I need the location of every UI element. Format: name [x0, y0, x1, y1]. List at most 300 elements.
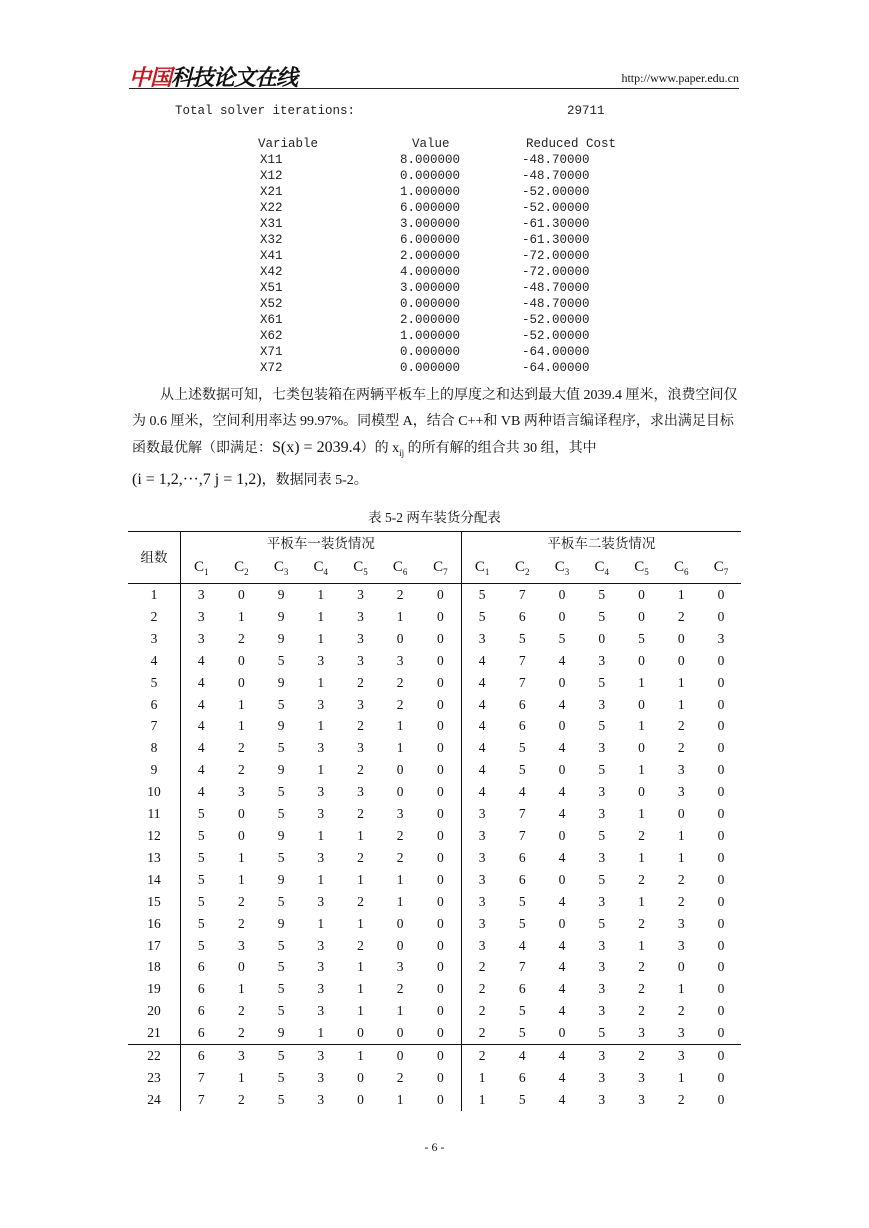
paragraph-text-tail: 的所有解的组合共 30 组，其中 [404, 441, 597, 456]
variable-cell: X12 [260, 169, 283, 183]
value-cell: 0.000000 [400, 361, 461, 375]
variable-cell: X52 [260, 297, 283, 311]
table-cell: 1 [396, 893, 404, 909]
table-cell: 2 [478, 959, 486, 975]
table-cell: 4 [478, 762, 486, 778]
table-cell: 1 [317, 718, 325, 734]
table-cell: 4 [558, 784, 566, 800]
table-cell: 0 [420, 847, 461, 869]
column-header-c7: $C_7$ [420, 556, 461, 584]
group-number-cell: 21 [128, 1022, 181, 1044]
table-cell: 1 [396, 871, 404, 887]
table-cell: 2 [638, 871, 645, 887]
table-cell: 5 [277, 806, 285, 822]
table-cell: 0 [717, 740, 725, 756]
table-cell: 1 [238, 849, 245, 865]
table-cell: 0 [380, 1045, 420, 1067]
reduced-cost-cell: -48.70000 [522, 153, 590, 167]
table-cell: 0 [357, 1025, 364, 1041]
table-cell: 3 [317, 937, 325, 953]
table-cell: 2 [238, 1003, 245, 1019]
table-cell: 1 [396, 1003, 404, 1019]
column-header-c6: $C_6$ [380, 556, 420, 584]
table-cell: 3 [357, 652, 364, 668]
table-cell: 3 [677, 762, 685, 778]
table-cell: 5 [277, 1091, 285, 1107]
solver-row [240, 200, 646, 216]
table-cell: 3 [598, 740, 606, 756]
table-cell: 7 [197, 1069, 205, 1085]
table-cell: 5 [598, 674, 606, 690]
table-cell: 1 [238, 981, 245, 997]
table-cell: 3 [478, 827, 486, 843]
table-cell: 2 [238, 893, 245, 909]
allocation-table [128, 531, 741, 1111]
table-row [128, 1067, 741, 1089]
table-cell: 2 [638, 915, 645, 931]
table-cell: 0 [558, 587, 566, 602]
index-range-line [132, 467, 739, 494]
group-number-cell: 11 [128, 803, 181, 825]
table-cell: 3 [317, 893, 325, 909]
table-row [128, 694, 741, 716]
table-cell: 0 [638, 740, 645, 756]
table-cell: 5 [558, 630, 566, 646]
table-cell: 0 [677, 806, 685, 822]
solver-row [240, 312, 646, 328]
table-cell: 3 [478, 849, 486, 865]
table-cell: 1 [677, 981, 685, 997]
group-number-cell: 6 [128, 694, 181, 716]
reduced-cost-cell: -64.00000 [522, 361, 590, 375]
group-number-cell: 18 [128, 956, 181, 978]
table-cell: 1 [396, 1091, 404, 1107]
column-header-c5: $C_5$ [341, 556, 381, 584]
table-cell: 0 [420, 1000, 461, 1022]
table-cell: 3 [478, 630, 486, 646]
table-cell: 5 [277, 937, 285, 953]
table-cell: 2 [238, 915, 245, 931]
table-cell: 3 [396, 652, 404, 668]
table-cell: 0 [717, 587, 725, 602]
table-cell: 4 [197, 762, 205, 778]
variable-cell: X11 [260, 153, 283, 167]
table-cell: 0 [717, 871, 725, 887]
header-url[interactable]: http://www.paper.edu.cn [621, 71, 739, 85]
table-cell: 3 [238, 784, 245, 800]
table-cell: 1 [357, 1003, 364, 1019]
table-cell: 5 [197, 849, 205, 865]
table-cell: 5 [277, 893, 285, 909]
table-cell: 0 [558, 718, 566, 734]
solver-variable-table [240, 136, 646, 376]
table-cell: 1 [677, 696, 685, 712]
table-cell: 4 [197, 652, 205, 668]
variable-cell: X41 [260, 249, 283, 263]
table-cell: 0 [396, 630, 404, 646]
table-cell: 0 [558, 674, 566, 690]
table-cell: 2 [396, 827, 404, 843]
table-cell: 4 [558, 1069, 566, 1085]
column-header-c4: $C_4$ [301, 556, 341, 584]
table-cell: 1 [357, 959, 364, 975]
table-cell: 3 [638, 1069, 645, 1085]
table-cell: 0 [677, 959, 685, 975]
table-cell: 5 [277, 849, 285, 865]
solver-row [240, 296, 646, 312]
solver-row [240, 168, 646, 184]
table-cell: 5 [478, 608, 486, 624]
variable-cell: X22 [260, 201, 283, 215]
table-cell: 4 [197, 784, 205, 800]
table-cell: 1 [677, 827, 685, 843]
table-cell: 9 [277, 762, 285, 778]
subscript-ij: ij [399, 447, 405, 458]
table-cell: 0 [238, 674, 245, 690]
table-cell: 0 [558, 827, 566, 843]
table-cell: 0 [420, 584, 461, 606]
reduced-cost-cell: -61.30000 [522, 217, 590, 231]
table-cell: 1 [238, 696, 245, 712]
group-number-cell: 8 [128, 737, 181, 759]
page-header [129, 60, 739, 89]
value-cell: 6.000000 [400, 233, 461, 247]
table-cell: 2 [677, 718, 685, 734]
table-cell: 3 [661, 1045, 701, 1067]
group-number-cell: 4 [128, 650, 181, 672]
table-cell: 1 [238, 718, 245, 734]
value-cell: 8.000000 [400, 153, 461, 167]
reduced-cost-cell: -48.70000 [522, 169, 590, 183]
table-cell: 3 [317, 1003, 325, 1019]
table-row [128, 781, 741, 803]
table-cell: 5 [277, 696, 285, 712]
table-cell: 2 [357, 674, 364, 690]
reduced-cost-cell: -48.70000 [522, 297, 590, 311]
table-cell: 0 [701, 1045, 741, 1067]
reduced-cost-cell: -52.00000 [522, 329, 590, 343]
paragraph-text-var: ）的 x [360, 441, 400, 456]
table-cell: 2 [461, 1045, 502, 1067]
table-cell: 5 [518, 762, 526, 778]
table-cell: 2 [478, 1025, 486, 1041]
table-cell: 5 [277, 1069, 285, 1085]
table-cell: 1 [396, 740, 404, 756]
group-number-cell: 20 [128, 1000, 181, 1022]
table-cell: 1 [238, 1069, 245, 1085]
group-number-cell: 10 [128, 781, 181, 803]
table-cell: 2 [396, 1069, 404, 1085]
table-cell: 3 [677, 915, 685, 931]
table-cell: 5 [277, 652, 285, 668]
table-cell: 9 [277, 608, 285, 624]
table-cell: 0 [420, 606, 461, 628]
column-header-c4: $C_4$ [582, 556, 622, 584]
table-row [128, 935, 741, 957]
table-cell: 4 [558, 849, 566, 865]
table-cell: 0 [420, 891, 461, 913]
table-cell: 2 [677, 1091, 685, 1107]
table-cell: 3 [317, 740, 325, 756]
solver-row [240, 184, 646, 200]
table-cell: 9 [277, 587, 285, 602]
table-cell: 0 [717, 1003, 725, 1019]
table-cell: 1 [341, 1045, 381, 1067]
table-cell: 0 [558, 1025, 566, 1041]
variable-cell: X32 [260, 233, 283, 247]
table-cell: 3 [317, 981, 325, 997]
table-cell: 0 [717, 827, 725, 843]
reduced-cost-cell: -61.30000 [522, 233, 590, 247]
table-cell: 1 [396, 608, 404, 624]
table-cell: 3 [598, 1069, 606, 1085]
table-cell: 0 [638, 652, 645, 668]
table-cell: 3 [598, 1091, 606, 1107]
table-cell: 4 [478, 696, 486, 712]
table-cell: 5 [518, 630, 526, 646]
table-row [128, 825, 741, 847]
group-number-cell: 24 [128, 1089, 181, 1111]
table-cell: 3 [396, 806, 404, 822]
table-cell: 0 [420, 694, 461, 716]
variable-cell: X61 [260, 313, 283, 327]
table-cell: 4 [558, 1091, 566, 1107]
table-cell: 4 [558, 740, 566, 756]
table-cell: 5 [261, 1045, 301, 1067]
table-cell: 4 [197, 718, 205, 734]
table-cell: 0 [717, 608, 725, 624]
table-cell: 3 [598, 696, 606, 712]
solver-row [240, 152, 646, 168]
table-cell: 0 [717, 959, 725, 975]
table-cell: 2 [638, 827, 645, 843]
paragraph-text-reference: ，数据同表 5-2。 [261, 473, 368, 488]
table-cell: 2 [238, 762, 245, 778]
table-cell: 0 [558, 871, 566, 887]
table-cell: 2 [357, 806, 364, 822]
table-cell: 2 [357, 718, 364, 734]
table-cell: 3 [598, 652, 606, 668]
table-cell: 6 [518, 981, 526, 997]
table-cell: 0 [558, 608, 566, 624]
value-cell: 4.000000 [400, 265, 461, 279]
table-cell: 4 [502, 1045, 542, 1067]
table-cell: 3 [197, 587, 205, 602]
reduced-cost-cell: -48.70000 [522, 281, 590, 295]
table-cell: 4 [478, 784, 486, 800]
table-cell: 9 [277, 827, 285, 843]
reduced-cost-cell: -72.00000 [522, 249, 590, 263]
analysis-paragraph [132, 383, 739, 466]
table-cell: 3 [317, 696, 325, 712]
table-cell: 5 [598, 827, 606, 843]
group-number-cell: 16 [128, 913, 181, 935]
table-cell: 0 [717, 696, 725, 712]
table-cell: 1 [317, 674, 325, 690]
table-cell: 5 [197, 893, 205, 909]
group-number-cell: 15 [128, 891, 181, 913]
value-cell: 3.000000 [400, 217, 461, 231]
table-cell: 0 [717, 784, 725, 800]
table-row [128, 803, 741, 825]
table-cell: 1 [357, 871, 364, 887]
table-cell: 0 [717, 652, 725, 668]
group-number-cell: 7 [128, 715, 181, 737]
table-cell: 0 [717, 915, 725, 931]
table-cell: 6 [518, 696, 526, 712]
table-row [128, 869, 741, 891]
column-header-c5: $C_5$ [622, 556, 662, 584]
table-cell: 3 [317, 959, 325, 975]
table-cell: 2 [238, 1025, 245, 1041]
table-cell: 3 [197, 630, 205, 646]
table-cell: 5 [277, 1003, 285, 1019]
table-cell: 0 [420, 1045, 461, 1067]
column-header-c2: $C_2$ [222, 556, 262, 584]
table-cell: 1 [677, 849, 685, 865]
table-cell: 4 [478, 718, 486, 734]
table-cell: 1 [638, 806, 645, 822]
table-cell: 2 [357, 849, 364, 865]
table-cell: 0 [717, 893, 725, 909]
site-logo: 中国科技论文在线 [129, 66, 298, 91]
table-cell: 5 [598, 1025, 606, 1041]
table-cell: 2 [677, 740, 685, 756]
table-cell: 0 [638, 696, 645, 712]
table-cell: 3 [598, 806, 606, 822]
table-cell: 2 [478, 1003, 486, 1019]
table-cell: 1 [317, 630, 325, 646]
table-cell: 3 [317, 1069, 325, 1085]
table-row [128, 1000, 741, 1022]
table-cell: 4 [558, 959, 566, 975]
table-cell: 3 [598, 784, 606, 800]
table-cell: 1 [317, 762, 325, 778]
group-number-cell: 19 [128, 978, 181, 1000]
table-cell: 1 [317, 608, 325, 624]
value-cell: 0.000000 [400, 297, 461, 311]
table-cell: 1 [478, 1091, 486, 1107]
table-cell: 6 [518, 1069, 526, 1085]
table-row [128, 628, 741, 650]
column-header-c1: $C_1$ [461, 556, 502, 584]
solver-row [240, 248, 646, 264]
table-cell: 0 [420, 956, 461, 978]
solver-row [240, 360, 646, 376]
table-cell: 5 [518, 893, 526, 909]
paragraph-text: 从上述数据可知，七类包装箱在两辆平板车上的厚度之和达到最大值 2039.4 厘米，浪费空间仅为 0.6 厘米，空间利用率达 99.97%。同模型 A，结合 C++和 VB 两种语言编译程序，求出满足目标函数最优解（即满足： [132, 388, 738, 456]
table-cell: 3 [598, 981, 606, 997]
equation-index-range: (i = 1,2,···,7 j = 1,2) [132, 471, 262, 488]
table-cell: 6 [518, 849, 526, 865]
table-cell: 2 [396, 696, 404, 712]
table-cell: 0 [420, 781, 461, 803]
table-cell: 3 [638, 1025, 645, 1041]
table-cell: 1 [638, 893, 645, 909]
table-cell: 1 [317, 587, 325, 602]
table-cell: 3 [478, 893, 486, 909]
table-cell: 0 [717, 762, 725, 778]
table-cell: 5 [598, 608, 606, 624]
table-cell: 7 [518, 674, 526, 690]
table-cell: 1 [317, 827, 325, 843]
table-cell: 9 [277, 674, 285, 690]
table-cell: 4 [542, 1045, 582, 1067]
table-row [128, 956, 741, 978]
table-cell: 1 [638, 718, 645, 734]
table-cell: 0 [396, 762, 404, 778]
value-cell: 2.000000 [400, 249, 461, 263]
table-cell: 2 [357, 937, 364, 953]
table-cell: 3 [478, 871, 486, 887]
table-cell: 4 [558, 893, 566, 909]
value-cell: 3.000000 [400, 281, 461, 295]
group-number-cell: 5 [128, 672, 181, 694]
table-cell: 7 [518, 806, 526, 822]
table-cell: 6 [197, 1003, 205, 1019]
variable-cell: X21 [260, 185, 283, 199]
table-cell: 9 [277, 630, 285, 646]
table-cell: 3 [301, 1045, 341, 1067]
table-cell: 3 [357, 630, 364, 646]
solver-iterations-label: Total solver iterations: [175, 104, 356, 118]
table-cell: 3 [317, 1091, 325, 1107]
table-cell: 3 [317, 806, 325, 822]
table-cell: 5 [197, 937, 205, 953]
table-cell: 0 [238, 587, 245, 602]
table-cell: 0 [396, 1025, 404, 1041]
table-cell: 0 [420, 913, 461, 935]
table-cell: 2 [677, 1003, 685, 1019]
table-cell: 4 [558, 1003, 566, 1019]
table-row [128, 650, 741, 672]
table-cell: 0 [396, 784, 404, 800]
table-row [128, 672, 741, 694]
table-cell: 3 [677, 1025, 685, 1041]
value-cell: 0.000000 [400, 345, 461, 359]
table-cell: 7 [518, 827, 526, 843]
table-cell: 5 [598, 762, 606, 778]
table-cell: 1 [238, 871, 245, 887]
group-number-cell: 3 [128, 628, 181, 650]
table-cell: 5 [197, 915, 205, 931]
table-cell: 1 [677, 1069, 685, 1085]
value-cell: 2.000000 [400, 313, 461, 327]
table-cell: 0 [420, 650, 461, 672]
table-row [128, 1089, 741, 1111]
variable-cell: X72 [260, 361, 283, 375]
table-cell: 2 [677, 871, 685, 887]
table-cell: 7 [518, 959, 526, 975]
table-cell: 3 [598, 849, 606, 865]
table-cell: 0 [420, 978, 461, 1000]
solver-row [240, 232, 646, 248]
table-cell: 3 [357, 587, 364, 602]
table-cell: 6 [197, 1025, 205, 1041]
table-cell: 0 [717, 1069, 725, 1085]
value-cell: 1.000000 [400, 185, 461, 199]
table-cell: 5 [277, 784, 285, 800]
table-cell: 0 [558, 915, 566, 931]
table-cell: 0 [238, 827, 245, 843]
table-cell: 7 [197, 1091, 205, 1107]
table-row [128, 1022, 741, 1044]
variable-cell: X71 [260, 345, 283, 359]
table-cell: 0 [717, 806, 725, 822]
table-cell: 0 [238, 806, 245, 822]
table-cell: 9 [277, 871, 285, 887]
table-cell: 0 [396, 937, 404, 953]
